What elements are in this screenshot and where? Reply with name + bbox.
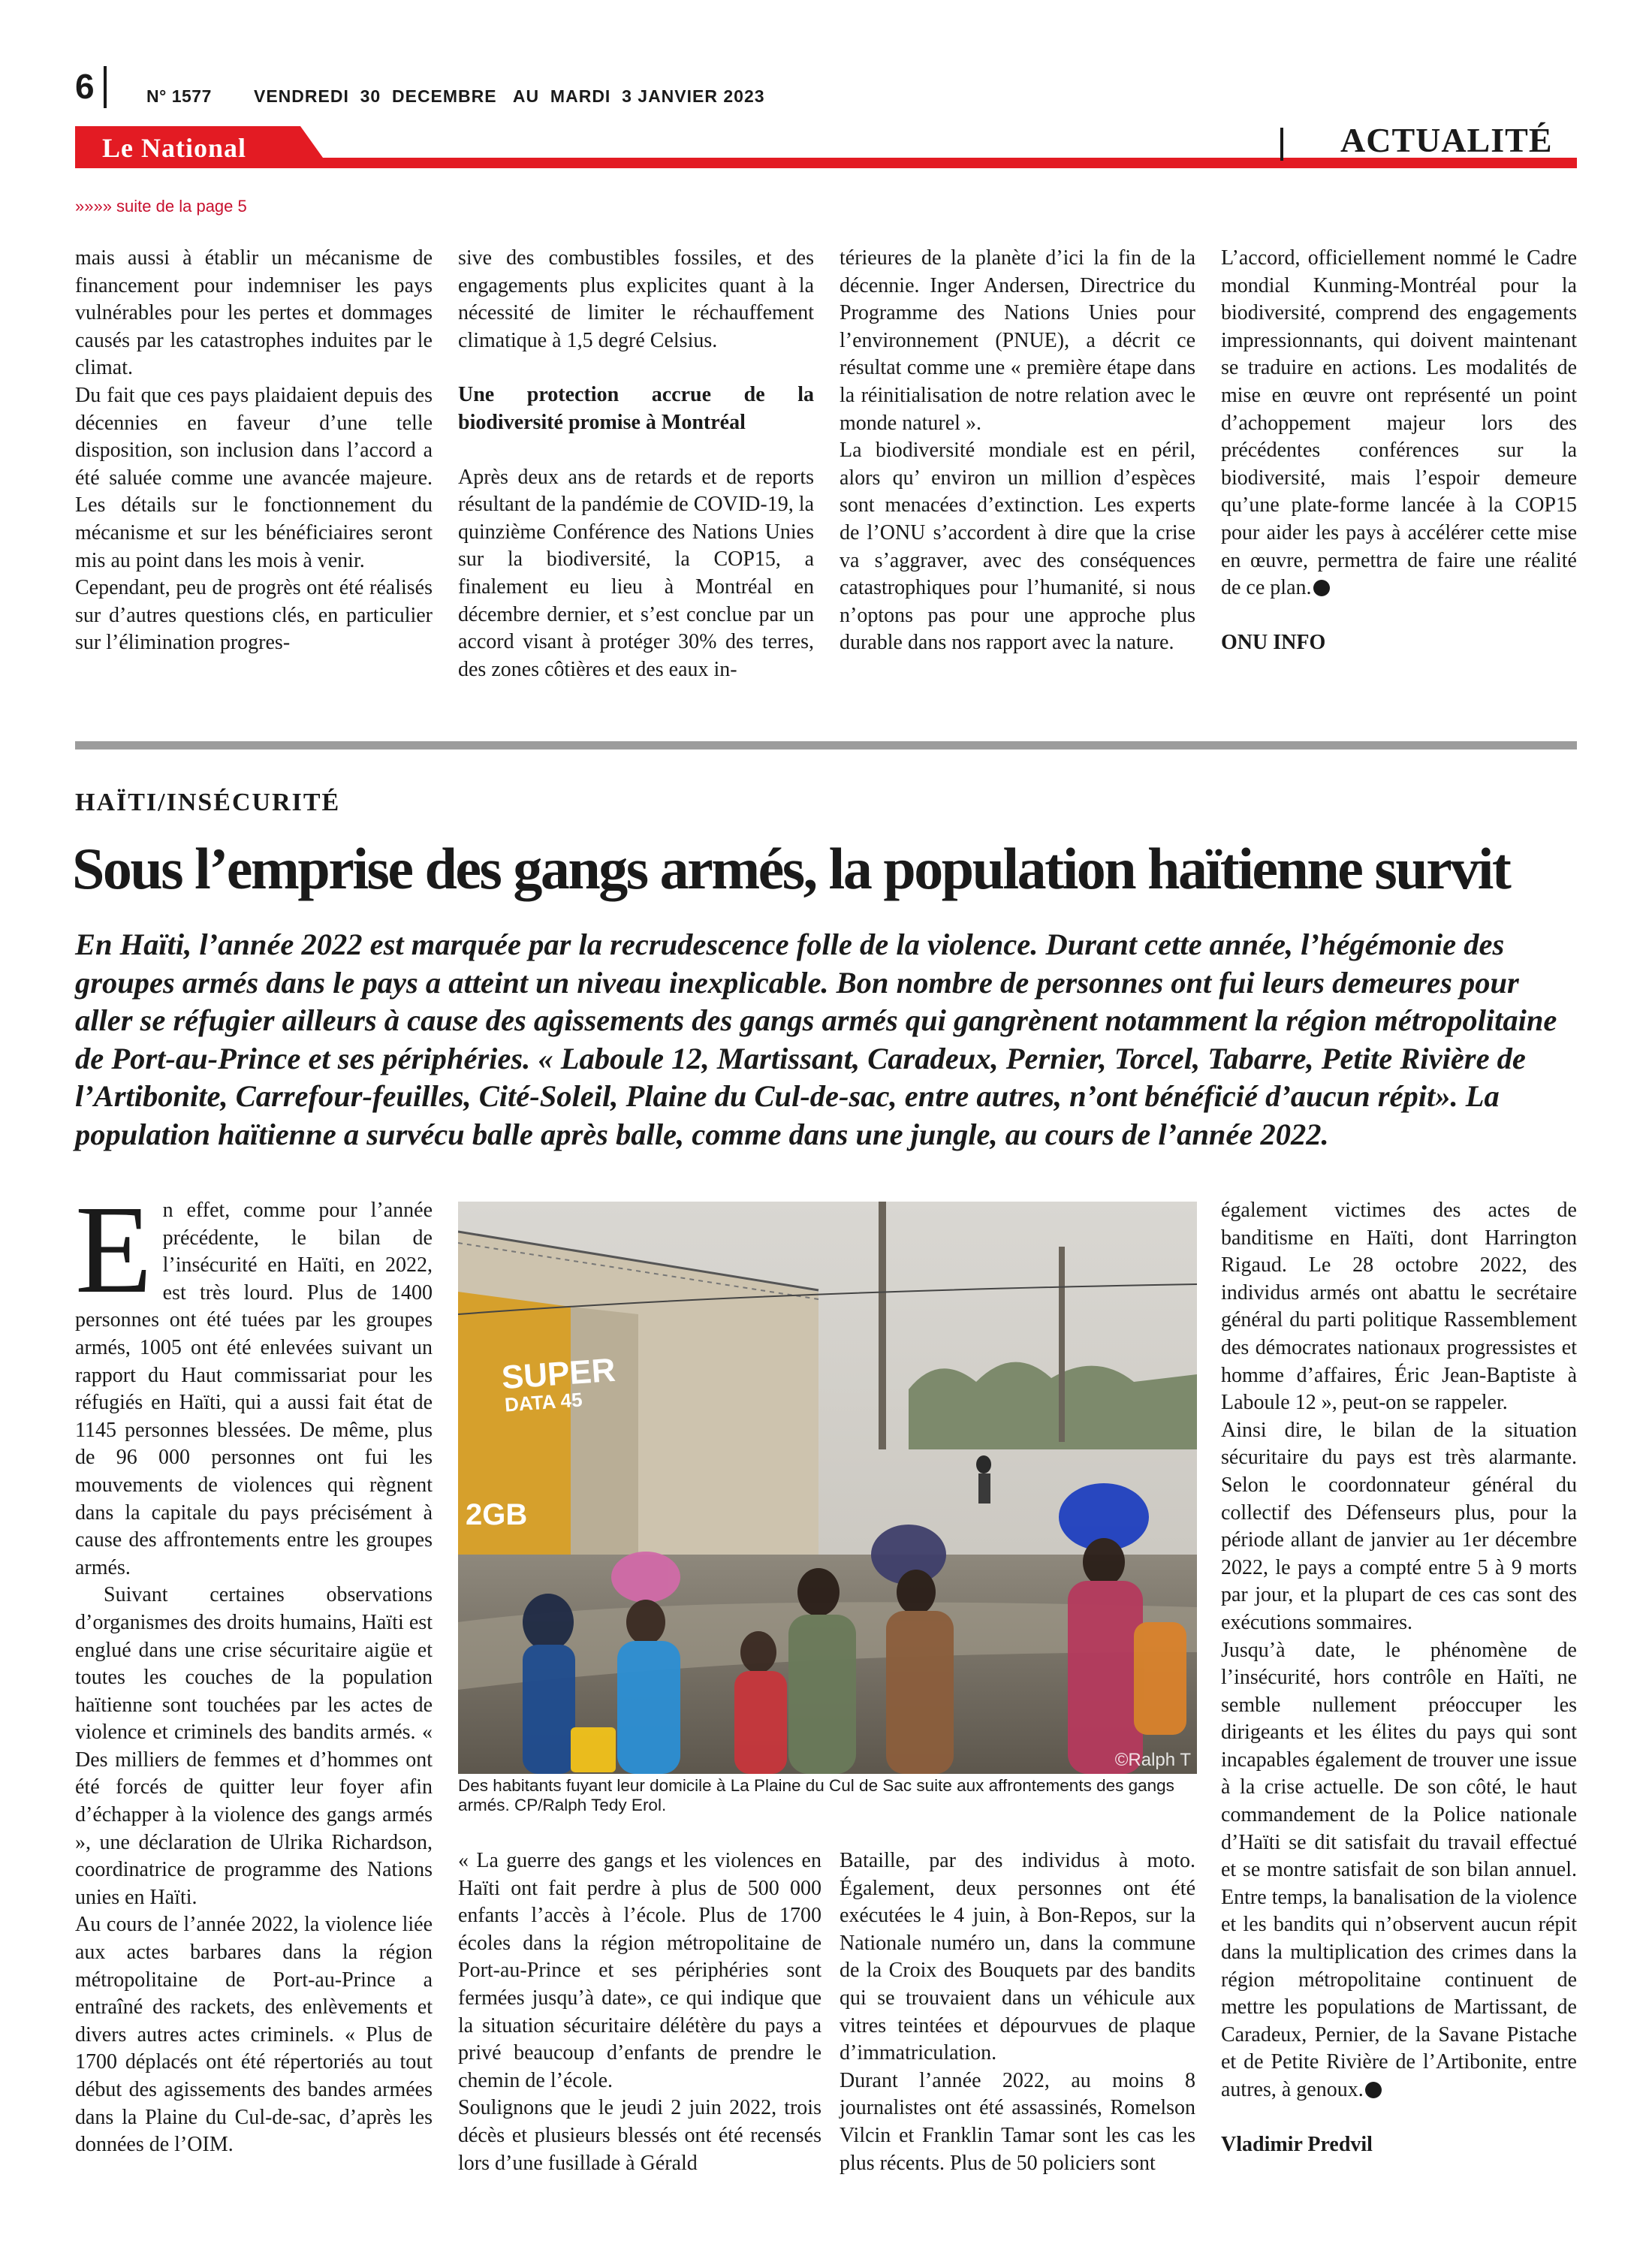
issue-date: VENDREDI 30 DECEMBRE AU MARDI 3 JANVIER 2023: [254, 86, 765, 106]
paragraph: Cependant, peu de progrès ont été réalisés sur d’autres questions clés, en particulier sur l’élimination progres-: [75, 576, 433, 655]
section-rule: [75, 741, 1577, 749]
article-column-1: [75, 1180, 433, 2159]
section-title: ACTUALITÉ: [1340, 121, 1553, 159]
paragraph: Soulignons que le jeudi 2 juin 2022, trois décès et plusieurs blessés ont été recensés lors d’une fusillade à Gérald: [458, 2096, 821, 2175]
subheading: Une protection accrue de la biodiversité promise à Montréal: [458, 383, 814, 434]
paragraph: « La guerre des gangs et les violences en Haïti ont fait perdre à plus de 500 000 enfants l’accès à l’école. Plus de 1700 écoles dans la région métropolitaine de Port-au-Prince et ses périphéries sont fermées jusqu’à date», ce qui indique que la situation sécuritaire délétère du pays a privé beaucoup d’enfants de prendre le chemin de l’école.: [458, 1849, 821, 2092]
wall-sign-text: 2GB: [466, 1498, 528, 1531]
article-kicker: HAÏTI/INSÉCURITÉ: [75, 789, 341, 816]
paragraph: Au cours de l’année 2022, la violence liée aux actes barbares dans la région métropolitaine de Port-au-Prince a entraîné des rackets, des enlèvements et divers autres actes criminels. « Plus de 1700 déplacés ont été répertoriés au tout début des agissements des bandes armées dans la Plaine du Cul-de-sac, d’après les données de l’OIM.: [75, 1913, 433, 2157]
page-number: 6: [75, 67, 95, 106]
issue-number: N° 1577: [146, 86, 212, 106]
paragraph: Après deux ans de retards et de reports résultant de la pandémie de COVID-19, la quinzième Conférence des Nations Unies sur la biodiversité, la COP15, a finalement eu lieu à Montréal en décembre dernier, et s’est conclue par un accord visant à protéger 30% des terres, des zones côtières et des eaux in-: [458, 465, 814, 681]
photo-watermark: ©Ralph T: [1114, 1750, 1191, 1770]
newspaper-logo[interactable]: Le National: [102, 133, 247, 163]
article-headline[interactable]: Sous l’emprise des gangs armés, la population haïtienne survit: [72, 836, 1510, 901]
article-column-3: [840, 1847, 1195, 2177]
top-article-column-4: [1221, 245, 1577, 656]
wall-sign-text: DATA 45: [504, 1388, 583, 1416]
paragraph: Ainsi dire, le bilan de la situation sécuritaire du pays est très alarmante. Selon le coordonnateur général du collectif des Défenseurs plus, pour la période allant de janvier au 1er décembre 2022, le pays a compté entre 5 à 9 morts par jour, et la plupart de ces cas sont des exécutions sommaires.: [1221, 1418, 1577, 1634]
paragraph: Jusqu’à date, le phénomène de l’insécurité, hors contrôle en Haïti, ne semble nullement préoccuper les dirigeants et les élites du pays qui sont incapables également de trouver une issue à la crise actuelle. De son côté, le haut commandement de la Police nationale d’Haïti se dit satisfait du travail effectué et se montre satisfait de son bilan annuel. Entre temps, la banalisation de la violence et les bandits qui n’observent aucun répit dans la multiplication des crimes dans la région métropolitaine continuent de mettre les populations de Martissant, de Caradeux, Pernier, de la Savane Pistache et de Petite Rivière de l’Artibonite, entre autres, à genoux.: [1221, 1638, 1577, 2101]
paragraph: Du fait que ces pays plaidaient depuis des décennies en faveur d’une telle disposition, son inclusion dans l’accord a été saluée comme une avancée majeure. Les détails sur le fonctionnement du mécanisme et sur les bénéficiaires seront mis au point dans les mois à venir.: [75, 383, 433, 572]
article-column-2: [458, 1847, 821, 2177]
photo-caption: Des habitants fuyant leur domicile à La Plaine du Cul de Sac suite aux affrontements des gangs armés. CP/Ralph Tedy Erol.: [458, 1776, 1174, 1814]
top-article-column-2: [458, 245, 814, 683]
top-article-column-1: [75, 245, 433, 657]
end-mark-icon: [1313, 580, 1330, 596]
paragraph: sive des combustibles fossiles, et des engagements plus explicites quant à la nécessité de limiter le réchauffement climatique à 1,5 degré Celsius.: [458, 246, 814, 352]
paragraph: Durant l’année 2022, au moins 8 journalistes ont été assassinés, Romelson Vilcin et Franklin Tamar sont les cas les plus récents. Plus de 50 policiers sont: [840, 2068, 1195, 2175]
continued-from-link[interactable]: »»»» suite de la page 5: [75, 197, 247, 216]
paragraph: Suivant certaines observations d’organismes des droits humains, Haïti est englué dans une crise sécuritaire aigüe et toutes les couches de la population haïtienne sont touchées par les actes de violence et criminels des bandits armés. « Des milliers de femmes et d’hommes ont été forcés de quitter leur foyer afin d’échapper à la violence des gangs armés », une déclaration de Ulrika Richardson, coordinatrice de programme des Nations unies en Haïti.: [75, 1583, 433, 1909]
article-lede: En Haïti, l’année 2022 est marquée par la recrudescence folle de la violence. Durant cette année, l’hégémonie des groupes armés dans le pays a atteint un niveau inexplicable. Bon nombre de personnes ont fui leurs demeures pour aller se réfugier ailleurs à cause des agissements des gangs armés qui gangrènent notamment la région métropolitaine de Port-au-Prince et ses périphéries. « Laboule 12, Martissant, Caradeux, Pernier, Torcel, Tabarre, Petite Rivière de l’Artibonite, Carrefour-feuilles, Cité-Soleil, Plaine du Cul-de-sac, entre autres, n’ont bénéficié d’aucun répit». La population haïtienne a survécu balle après balle, comme dans une jungle, au cours de l’année 2022.: [75, 927, 1557, 1151]
paragraph: Bataille, par des individus à moto. Également, deux personnes ont été exécutées le 4 juin, à Bon-Repos, sur la Nationale numéro un, dans la commune de la Croix des Bouquets par des bandits qui se trouvaient dans un véhicule aux vitres teintées et dépourvues de plaque d’immatriculation.: [840, 1849, 1195, 2065]
page-number-divider: [104, 66, 107, 108]
article-column-4: [1221, 1197, 1577, 2158]
paragraph: térieures de la planète d’ici la fin de la décennie. Inger Andersen, Directrice du Programme des Nations Unies pour l’environnement (PNUE), a décrit ce résultat comme une « première étape dans la réinitialisation de notre relation avec le monde naturel ».: [840, 246, 1195, 435]
article-photo[interactable]: [458, 1202, 1197, 1774]
wall-sign-text: SUPER: [500, 1351, 617, 1397]
end-mark-icon: [1365, 2082, 1382, 2098]
drop-cap: E: [75, 1180, 152, 1320]
paragraph: également victimes des actes de banditisme en Haïti, dont Harrington Rigaud. Le 28 octobre 2022, des individus armés ont abattu le secrétaire général du parti politique Rassemblement des démocrates nationaux progressistes et homme d’affaires, Éric Jean-Baptiste à Laboule 12 », peut-on se rappeler.: [1221, 1199, 1577, 1415]
article-source: ONU INFO: [1221, 630, 1326, 654]
paragraph: La biodiversité mondiale est en péril, alors qu’ environ un million d’espèces sont menacées d’extinction. Les experts de l’ONU s’accordent à dire que la crise va s’aggraver, avec des conséquences catastrophiques pour l’humanité, si nous n’optons pas pour une approche plus durable dans nos rapport avec la nature.: [840, 439, 1195, 655]
paragraph: En effet, comme pour l’année précédente, le bilan de l’insécurité en Haïti, en 2022, est très lourd. Plus de 1400 personnes ont été tuées par les groupes armés, 1005 ont été enlevées suivant un rapport du Haut commissariat pour les réfugiés en Haïti, qui a aussi fait état de 1145 personnes blessées. De même, plus de 96 000 personnes ont fui les mouvements de violences qui règnent dans la capitale du pays précisément à cause des affrontements entre les groupes armés.: [75, 1180, 433, 1579]
section-divider: [1280, 128, 1283, 161]
top-article-column-3: [840, 245, 1195, 657]
article-byline: Vladimir Predvil: [1221, 2132, 1373, 2156]
photo-illustration: [458, 1202, 1197, 1774]
paragraph: L’accord, officiellement nommé le Cadre mondial Kunming-Montréal pour la biodiversité, comprend des engagements impressionnants, qui doivent maintenant se traduire en actions. Les modalités de mise en œuvre ont représenté un point d’achoppement majeur lors des précédentes conférences sur la biodiversité, mais l’espoir demeure qu’une plate-forme lancée à la COP15 pour aider les pays à accélérer cette mise en œuvre, permettra de faire une réalité de ce plan.: [1221, 246, 1577, 600]
paragraph: mais aussi à établir un mécanisme de financement pour indemniser les pays vulnérables pour les pertes et dommages causés par les catastrophes induites par le climat.: [75, 246, 433, 380]
